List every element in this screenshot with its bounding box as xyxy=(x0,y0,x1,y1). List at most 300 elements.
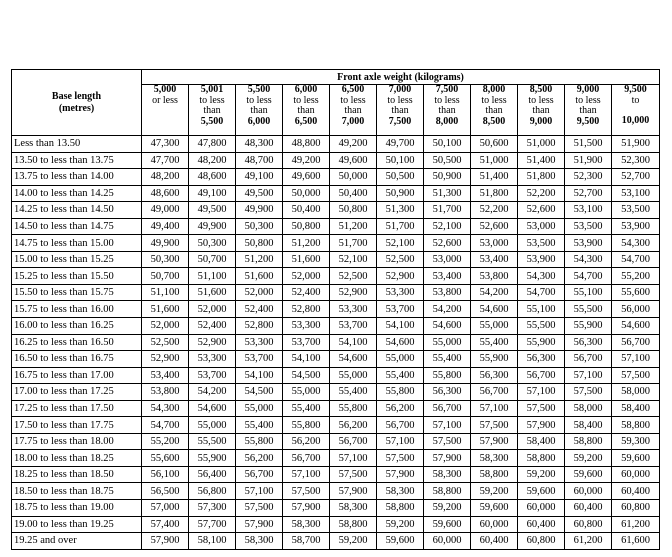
weight-cell: 52,600 xyxy=(471,218,518,235)
weight-cell: 54,100 xyxy=(236,367,283,384)
weight-cell: 53,100 xyxy=(565,202,612,219)
weight-cell: 60,800 xyxy=(518,533,565,550)
column-header xyxy=(518,85,565,136)
weight-cell: 52,900 xyxy=(189,334,236,351)
weight-cell: 49,700 xyxy=(377,136,424,153)
column-header-connector: to less xyxy=(340,94,366,106)
weight-cell: 53,400 xyxy=(424,268,471,285)
weight-cell: 53,800 xyxy=(424,284,471,301)
weight-cell: 54,600 xyxy=(424,318,471,335)
column-header-to: 10,000 xyxy=(621,115,650,126)
column-header-connector: to less xyxy=(528,94,554,106)
weight-cell: 53,000 xyxy=(424,251,471,268)
weight-cell: 48,800 xyxy=(283,136,330,153)
weight-cell: 58,800 xyxy=(612,417,660,434)
table-row xyxy=(12,218,660,235)
weight-cell: 52,300 xyxy=(612,152,660,169)
weight-cell: 55,000 xyxy=(236,400,283,417)
weight-cell: 56,400 xyxy=(189,466,236,483)
weight-cell: 52,500 xyxy=(142,334,189,351)
column-header-to: 6,000 xyxy=(247,115,271,127)
weight-cell: 59,600 xyxy=(565,466,612,483)
weight-cell: 49,000 xyxy=(142,202,189,219)
weight-cell: 55,200 xyxy=(612,268,660,285)
column-header-from: 7,000 xyxy=(388,84,412,95)
weight-cell: 58,300 xyxy=(283,516,330,533)
weight-cell: 48,700 xyxy=(236,152,283,169)
table-row xyxy=(12,202,660,219)
weight-cell: 56,500 xyxy=(142,483,189,500)
table-body xyxy=(12,136,660,550)
column-header-connector: than xyxy=(438,105,456,116)
column-header-from: 8,500 xyxy=(529,84,553,95)
weight-cell: 51,300 xyxy=(377,202,424,219)
weight-cell: 49,200 xyxy=(330,136,377,153)
weight-cell: 53,300 xyxy=(330,301,377,318)
column-header-connector: to xyxy=(631,94,640,106)
weight-cell: 58,400 xyxy=(612,400,660,417)
weight-cell: 50,400 xyxy=(330,185,377,202)
weight-cell: 50,100 xyxy=(377,152,424,169)
column-header-from: 6,000 xyxy=(294,84,318,95)
weight-cell: 52,000 xyxy=(283,268,330,285)
weight-cell: 57,900 xyxy=(330,483,377,500)
weight-cell: 58,800 xyxy=(565,433,612,450)
weight-cell: 48,600 xyxy=(189,169,236,186)
weight-cell: 56,200 xyxy=(377,400,424,417)
row-base-length-label: 14.75 to less than 15.00 xyxy=(12,235,142,252)
weight-cell: 48,200 xyxy=(142,169,189,186)
row-base-length-label: 17.50 to less than 17.75 xyxy=(12,417,142,434)
column-header xyxy=(142,85,189,136)
weight-cell: 51,900 xyxy=(612,136,660,153)
weight-cell: 57,500 xyxy=(471,417,518,434)
row-base-length-label: 16.25 to less than 16.50 xyxy=(12,334,142,351)
weight-cell: 47,300 xyxy=(142,136,189,153)
row-base-length-label: 17.25 to less than 17.50 xyxy=(12,400,142,417)
column-header-to: 8,000 xyxy=(435,115,459,127)
column-header xyxy=(330,85,377,136)
column-header-from: 5,001 xyxy=(200,84,224,95)
weight-cell: 55,800 xyxy=(236,433,283,450)
weight-cell: 49,600 xyxy=(283,169,330,186)
weight-cell: 53,000 xyxy=(471,235,518,252)
row-base-length-label: 14.50 to less than 14.75 xyxy=(12,218,142,235)
column-header xyxy=(377,85,424,136)
column-header-connector: than xyxy=(250,105,268,116)
weight-cell: 55,400 xyxy=(283,400,330,417)
weight-cell: 52,600 xyxy=(518,202,565,219)
weight-cell: 57,100 xyxy=(377,433,424,450)
weight-cell: 57,900 xyxy=(142,533,189,550)
weight-cell: 54,700 xyxy=(142,417,189,434)
column-header-connector: to less xyxy=(575,94,601,106)
weight-cell: 52,100 xyxy=(377,235,424,252)
weight-cell: 59,600 xyxy=(377,533,424,550)
weight-cell: 55,400 xyxy=(330,384,377,401)
weight-cell: 58,700 xyxy=(283,533,330,550)
weight-cell: 52,500 xyxy=(377,251,424,268)
column-header-connector: than xyxy=(297,105,315,116)
weight-cell: 57,500 xyxy=(612,367,660,384)
weight-cell: 55,000 xyxy=(189,417,236,434)
weight-cell: 55,900 xyxy=(565,318,612,335)
weight-cell: 52,800 xyxy=(283,301,330,318)
weight-cell: 50,500 xyxy=(377,169,424,186)
weight-cell: 56,700 xyxy=(612,334,660,351)
row-base-length-label: 16.75 to less than 17.00 xyxy=(12,367,142,384)
column-header-from: 9,000 xyxy=(576,84,600,95)
weight-cell: 56,300 xyxy=(471,367,518,384)
weight-cell: 55,800 xyxy=(424,367,471,384)
weight-cell: 54,700 xyxy=(565,268,612,285)
weight-cell: 51,600 xyxy=(283,251,330,268)
column-header-to: 7,000 xyxy=(341,115,365,127)
base-length-label: Base length xyxy=(51,90,102,102)
weight-cell: 54,300 xyxy=(518,268,565,285)
weight-cell: 55,500 xyxy=(565,301,612,318)
weight-cell: 59,600 xyxy=(424,516,471,533)
weight-cell: 57,300 xyxy=(189,500,236,517)
column-header-connector: than xyxy=(391,105,409,116)
weight-cell: 53,800 xyxy=(142,384,189,401)
weight-cell: 58,100 xyxy=(189,533,236,550)
weight-cell: 50,700 xyxy=(189,251,236,268)
weight-cell: 51,300 xyxy=(424,185,471,202)
weight-cell: 52,200 xyxy=(518,185,565,202)
weight-cell: 58,300 xyxy=(236,533,283,550)
weight-cell: 50,800 xyxy=(330,202,377,219)
column-header-from: 9,500 xyxy=(624,84,647,95)
table-row xyxy=(12,268,660,285)
weight-cell: 55,000 xyxy=(283,384,330,401)
table-row xyxy=(12,433,660,450)
weight-cell: 57,500 xyxy=(330,466,377,483)
weight-cell: 50,000 xyxy=(330,169,377,186)
weight-cell: 49,200 xyxy=(283,152,330,169)
table-row xyxy=(12,516,660,533)
weight-cell: 57,900 xyxy=(518,417,565,434)
row-base-length-label: 14.00 to less than 14.25 xyxy=(12,185,142,202)
weight-cell: 52,900 xyxy=(377,268,424,285)
column-header xyxy=(236,85,283,136)
weight-cell: 56,000 xyxy=(612,301,660,318)
weight-cell: 52,900 xyxy=(330,284,377,301)
weight-cell: 55,400 xyxy=(471,334,518,351)
weight-cell: 50,300 xyxy=(236,218,283,235)
weight-cell: 54,700 xyxy=(612,251,660,268)
weight-cell: 48,600 xyxy=(142,185,189,202)
row-base-length-label: 15.00 to less than 15.25 xyxy=(12,251,142,268)
column-header-to: 9,500 xyxy=(576,115,600,127)
weight-cell: 51,900 xyxy=(565,152,612,169)
weight-cell: 56,700 xyxy=(330,433,377,450)
weight-cell: 56,700 xyxy=(518,367,565,384)
row-base-length-label: 18.50 to less than 18.75 xyxy=(12,483,142,500)
weight-cell: 55,400 xyxy=(377,367,424,384)
column-header-connector: to less xyxy=(199,94,225,106)
weight-cell: 59,200 xyxy=(424,500,471,517)
weight-cell: 56,200 xyxy=(236,450,283,467)
weight-cell: 53,900 xyxy=(565,235,612,252)
weight-cell: 54,300 xyxy=(142,400,189,417)
weight-cell: 54,600 xyxy=(471,301,518,318)
weight-cell: 58,300 xyxy=(424,466,471,483)
weight-cell: 53,800 xyxy=(471,268,518,285)
weight-cell: 52,200 xyxy=(471,202,518,219)
weight-cell: 54,100 xyxy=(283,351,330,368)
weight-cell: 51,600 xyxy=(236,268,283,285)
weight-cell: 52,700 xyxy=(565,185,612,202)
weight-cell: 55,800 xyxy=(377,384,424,401)
column-header-from: 5,500 xyxy=(247,84,271,95)
weight-cell: 57,500 xyxy=(424,433,471,450)
weight-cell: 52,900 xyxy=(142,351,189,368)
weight-cell: 50,900 xyxy=(424,169,471,186)
column-header-from: 7,500 xyxy=(435,84,459,95)
weight-cell: 53,100 xyxy=(612,185,660,202)
column-header xyxy=(189,85,236,136)
row-base-length-label: 17.00 to less than 17.25 xyxy=(12,384,142,401)
weight-cell: 47,800 xyxy=(189,136,236,153)
weight-cell: 60,000 xyxy=(471,516,518,533)
weight-cell: 56,200 xyxy=(283,433,330,450)
table-row xyxy=(12,351,660,368)
row-base-length-label: 15.75 to less than 16.00 xyxy=(12,301,142,318)
column-header-connector: than xyxy=(579,105,597,116)
weight-cell: 47,700 xyxy=(142,152,189,169)
weight-cell: 60,000 xyxy=(424,533,471,550)
table-row xyxy=(12,500,660,517)
weight-cell: 57,100 xyxy=(424,417,471,434)
weight-cell: 60,800 xyxy=(612,500,660,517)
column-header xyxy=(612,85,660,136)
weight-cell: 53,700 xyxy=(377,301,424,318)
weight-cell: 48,300 xyxy=(236,136,283,153)
table-row xyxy=(12,384,660,401)
column-header-connector: to less xyxy=(246,94,272,106)
weight-cell: 53,700 xyxy=(283,334,330,351)
weight-cell: 56,200 xyxy=(330,417,377,434)
weight-cell: 57,400 xyxy=(142,516,189,533)
weight-cell: 53,000 xyxy=(518,218,565,235)
column-header-to: 8,500 xyxy=(482,115,506,127)
table-row xyxy=(12,483,660,500)
weight-cell: 54,300 xyxy=(612,235,660,252)
row-base-length-label: 19.00 to less than 19.25 xyxy=(12,516,142,533)
column-header-to: 5,500 xyxy=(200,115,224,127)
weight-cell: 53,700 xyxy=(330,318,377,335)
column-header-connector: to less xyxy=(434,94,460,106)
table-row xyxy=(12,169,660,186)
weight-cell: 60,400 xyxy=(471,533,518,550)
base-length-header xyxy=(12,70,142,136)
weight-cell: 58,800 xyxy=(471,466,518,483)
column-header-connector: to less xyxy=(387,94,413,106)
weight-cell: 54,600 xyxy=(377,334,424,351)
base-length-unit: (metres) xyxy=(58,102,95,114)
weight-cell: 54,600 xyxy=(330,351,377,368)
table-row xyxy=(12,533,660,550)
weight-cell: 58,800 xyxy=(377,500,424,517)
weight-cell: 55,000 xyxy=(377,351,424,368)
weight-cell: 53,500 xyxy=(612,202,660,219)
weight-cell: 50,700 xyxy=(142,268,189,285)
weight-cell: 56,700 xyxy=(471,384,518,401)
row-base-length-label: Less than 13.50 xyxy=(12,136,142,153)
weight-cell: 57,900 xyxy=(283,500,330,517)
weight-cell: 60,800 xyxy=(565,516,612,533)
weight-cell: 52,000 xyxy=(142,318,189,335)
weight-cell: 55,000 xyxy=(424,334,471,351)
weight-cell: 53,400 xyxy=(471,251,518,268)
row-base-length-label: 17.75 to less than 18.00 xyxy=(12,433,142,450)
weight-cell: 51,400 xyxy=(518,152,565,169)
column-header-connector: to less xyxy=(481,94,507,106)
weight-cell: 55,900 xyxy=(471,351,518,368)
row-base-length-label: 13.75 to less than 14.00 xyxy=(12,169,142,186)
weight-cell: 52,800 xyxy=(236,318,283,335)
weight-cell: 50,800 xyxy=(283,218,330,235)
weight-cell: 52,600 xyxy=(424,235,471,252)
weight-cell: 54,500 xyxy=(283,367,330,384)
weight-cell: 57,500 xyxy=(236,500,283,517)
row-base-length-label: 14.25 to less than 14.50 xyxy=(12,202,142,219)
weight-cell: 53,500 xyxy=(518,235,565,252)
weight-cell: 53,500 xyxy=(565,218,612,235)
table-row xyxy=(12,334,660,351)
weight-cell: 55,100 xyxy=(518,301,565,318)
weight-cell: 52,100 xyxy=(424,218,471,235)
weight-cell: 56,700 xyxy=(283,450,330,467)
weight-cell: 60,000 xyxy=(565,483,612,500)
weight-cell: 57,500 xyxy=(565,384,612,401)
weight-cell: 58,800 xyxy=(330,516,377,533)
weight-cell: 50,000 xyxy=(283,185,330,202)
weight-cell: 58,800 xyxy=(424,483,471,500)
weight-cell: 55,900 xyxy=(189,450,236,467)
weight-cell: 57,900 xyxy=(377,466,424,483)
weight-cell: 53,300 xyxy=(236,334,283,351)
weight-cell: 57,500 xyxy=(377,450,424,467)
weight-cell: 53,300 xyxy=(189,351,236,368)
weight-cell: 57,900 xyxy=(424,450,471,467)
weight-cell: 57,100 xyxy=(236,483,283,500)
row-base-length-label: 13.50 to less than 13.75 xyxy=(12,152,142,169)
weight-cell: 55,900 xyxy=(518,334,565,351)
weight-cell: 56,700 xyxy=(236,466,283,483)
weight-cell: 54,200 xyxy=(471,284,518,301)
column-header-to: 9,000 xyxy=(529,115,553,127)
weight-cell: 50,100 xyxy=(424,136,471,153)
row-base-length-label: 18.25 to less than 18.50 xyxy=(12,466,142,483)
weight-cell: 55,000 xyxy=(471,318,518,335)
weight-cell: 50,600 xyxy=(471,136,518,153)
weight-cell: 59,300 xyxy=(612,433,660,450)
column-header xyxy=(471,85,518,136)
weight-cell: 52,700 xyxy=(612,169,660,186)
weight-cell: 50,300 xyxy=(142,251,189,268)
weight-cell: 49,900 xyxy=(142,235,189,252)
table-row xyxy=(12,318,660,335)
table-row xyxy=(12,466,660,483)
weight-cell: 57,500 xyxy=(283,483,330,500)
table-row xyxy=(12,136,660,153)
weight-cell: 55,800 xyxy=(283,417,330,434)
table-row xyxy=(12,284,660,301)
weight-cell: 48,200 xyxy=(189,152,236,169)
weight-cell: 55,100 xyxy=(565,284,612,301)
weight-cell: 52,400 xyxy=(283,284,330,301)
weight-cell: 56,700 xyxy=(565,351,612,368)
table-row xyxy=(12,301,660,318)
weight-cell: 54,500 xyxy=(236,384,283,401)
weight-cell: 52,400 xyxy=(189,318,236,335)
weight-cell: 50,400 xyxy=(283,202,330,219)
row-base-length-label: 15.50 to less than 15.75 xyxy=(12,284,142,301)
weight-cell: 50,800 xyxy=(236,235,283,252)
weight-cell: 56,300 xyxy=(518,351,565,368)
weight-cell: 54,300 xyxy=(565,251,612,268)
weight-cell: 54,100 xyxy=(377,318,424,335)
weight-cell: 49,900 xyxy=(236,202,283,219)
weight-cell: 57,900 xyxy=(236,516,283,533)
weight-cell: 59,600 xyxy=(612,450,660,467)
weight-cell: 49,500 xyxy=(236,185,283,202)
weight-cell: 51,500 xyxy=(565,136,612,153)
table-row xyxy=(12,251,660,268)
weight-cell: 49,100 xyxy=(236,169,283,186)
weight-cell: 49,100 xyxy=(189,185,236,202)
weight-cell: 51,100 xyxy=(142,284,189,301)
weight-cell: 51,100 xyxy=(189,268,236,285)
weight-cell: 52,400 xyxy=(236,301,283,318)
table-row xyxy=(12,152,660,169)
column-header-to: 7,500 xyxy=(388,115,412,127)
weight-cell: 49,500 xyxy=(189,202,236,219)
weight-cell: 55,000 xyxy=(330,367,377,384)
weight-cell: 51,600 xyxy=(142,301,189,318)
column-header xyxy=(565,85,612,136)
column-header-from: 6,500 xyxy=(341,84,365,95)
weight-cell: 52,300 xyxy=(565,169,612,186)
column-header-connector: than xyxy=(532,105,550,116)
weight-cell: 59,600 xyxy=(471,500,518,517)
weight-cell: 56,100 xyxy=(142,466,189,483)
weight-cell: 53,300 xyxy=(377,284,424,301)
row-base-length-label: 18.75 to less than 19.00 xyxy=(12,500,142,517)
table-row xyxy=(12,235,660,252)
weight-cell: 61,200 xyxy=(612,516,660,533)
weight-cell: 53,900 xyxy=(518,251,565,268)
weight-cell: 54,700 xyxy=(518,284,565,301)
weight-cell: 55,600 xyxy=(612,284,660,301)
column-header-to: 6,500 xyxy=(294,115,318,127)
table-row xyxy=(12,400,660,417)
weight-cell: 58,400 xyxy=(518,433,565,450)
weight-cell: 53,700 xyxy=(236,351,283,368)
weight-cell: 60,400 xyxy=(518,516,565,533)
weight-cell: 60,000 xyxy=(612,466,660,483)
weight-cell: 58,000 xyxy=(565,400,612,417)
weight-cell: 52,000 xyxy=(236,284,283,301)
weight-cell: 58,800 xyxy=(518,450,565,467)
column-header-connector: to less xyxy=(293,94,319,106)
weight-cell: 53,900 xyxy=(612,218,660,235)
weight-cell: 58,400 xyxy=(565,417,612,434)
weight-cell: 54,600 xyxy=(612,318,660,335)
weight-cell: 61,600 xyxy=(612,533,660,550)
